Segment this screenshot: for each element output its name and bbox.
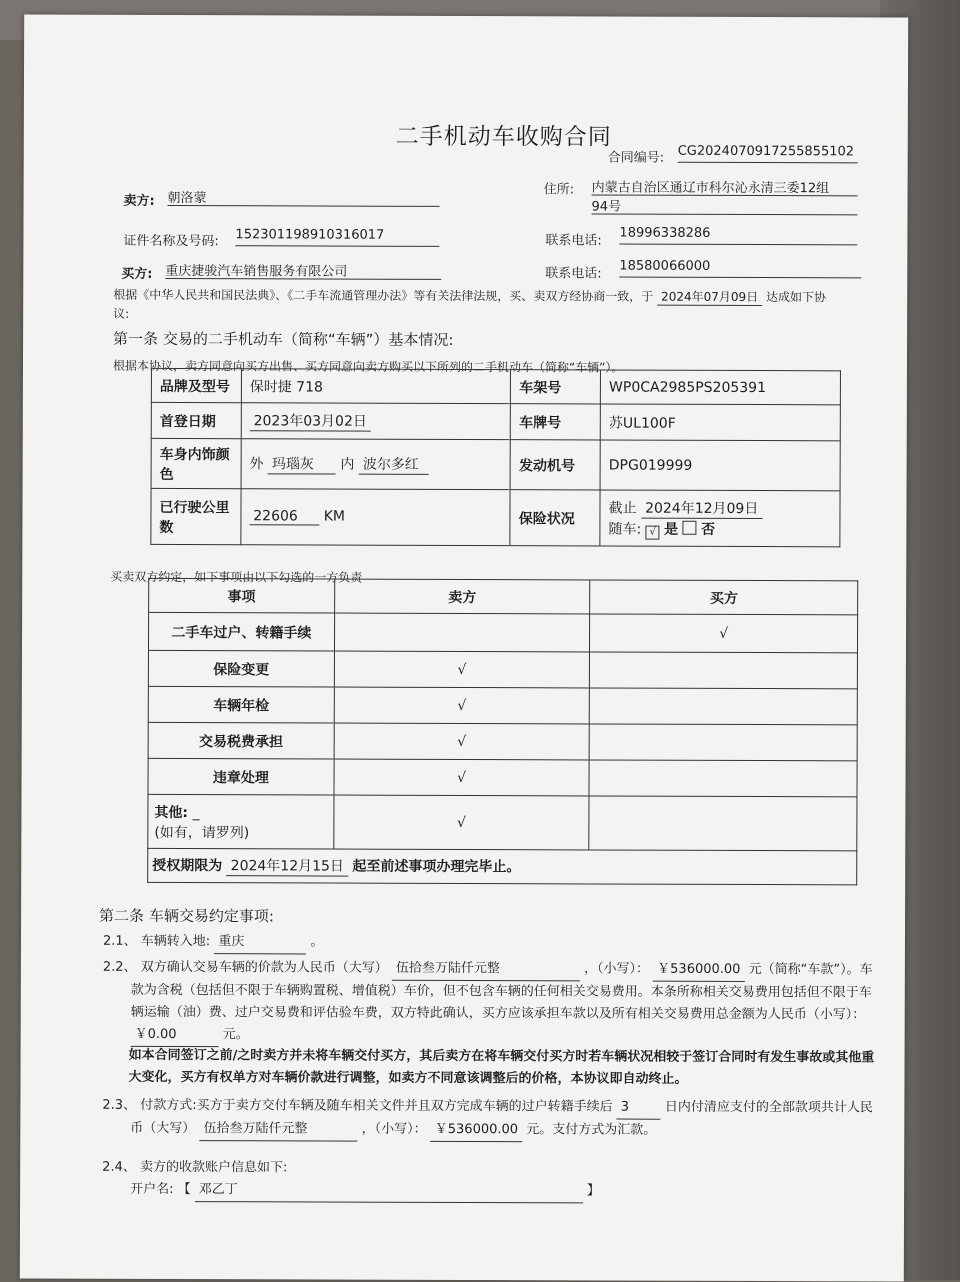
- insurance-label: 保险状况: [510, 490, 600, 546]
- color-cell: [241, 439, 511, 490]
- contract-no-value: CG2024070917255855102: [678, 144, 858, 164]
- seller-address-label: 住所:: [543, 182, 575, 198]
- interior-color: 波尔多红: [359, 454, 429, 475]
- color-label-1: 车身内饰颜: [159, 446, 230, 463]
- seller-phone: 18996338286: [619, 226, 857, 246]
- clause-2-3-a: 付款方式:买方于卖方交付车辆及随车相关文件并且双方完成车辆的过户转籍手续后: [140, 1097, 613, 1115]
- clause-2-2-bold-line2: 大变化，买方有权单方对车辆价款进行调整，如卖方不同意该调整后的价格，本协议即自动终止。: [128, 1069, 688, 1087]
- engine-label: 发动机号: [510, 440, 600, 490]
- insurance-yes-checkbox: √: [646, 525, 660, 539]
- document-title: 二手机动车收购合同: [395, 123, 612, 151]
- duty-buyer-mark: [590, 688, 858, 725]
- duty-other-seller-mark: √: [334, 795, 590, 850]
- mileage-value: 22606: [249, 508, 319, 525]
- insurance-cell: [600, 490, 840, 547]
- duty-other-note: (如有，请罗列): [154, 824, 250, 841]
- deadline-label: 授权期限为: [152, 857, 223, 875]
- seller-phone-label: 联系电话:: [545, 233, 602, 249]
- seller-label: 卖方:: [123, 193, 155, 209]
- table-row: [148, 612, 857, 652]
- mileage-label-2: 数: [159, 519, 174, 536]
- duty-buyer-mark: [590, 652, 858, 689]
- id-value: 152301198910316017: [235, 227, 439, 247]
- clause-2-1-end: 。: [310, 934, 324, 950]
- table-row: [148, 758, 857, 796]
- contract-page: [20, 14, 908, 1281]
- clause-2-4-no: 2.4、: [102, 1159, 136, 1175]
- deadline-cell: [148, 848, 857, 884]
- clause-2-2-c: 元（简称“车款”）。车: [748, 961, 873, 978]
- exterior-prefix: 外: [249, 456, 264, 473]
- duty-intro: 买卖双方约定，如下事项由以下勾选的一方负责: [110, 569, 363, 585]
- basis-text: [113, 286, 873, 307]
- seller-address-line2: 94号: [592, 195, 858, 215]
- reg-date-cell: [241, 403, 511, 440]
- table-row: [148, 686, 857, 724]
- duty-item: 违章处理: [148, 758, 334, 795]
- clause-2-2-a: 双方确认交易车辆的价款为人民币（大写）: [140, 959, 388, 976]
- duty-seller-mark: √: [334, 687, 590, 724]
- duty-buyer-mark: √: [590, 614, 858, 653]
- clause-2-3-c: 币（大写）: [130, 1120, 196, 1137]
- table-row: [148, 722, 857, 760]
- clause-2-3-days: 3: [617, 1097, 661, 1120]
- deadline-value: 2024年12月15日: [227, 855, 348, 876]
- vehicle-table: [150, 368, 841, 547]
- duty-other-cell: [148, 794, 334, 849]
- interior-prefix: 内: [340, 456, 355, 473]
- clause-2-2-bold: [128, 1045, 918, 1092]
- table-row: [148, 650, 857, 688]
- insurance-follow-label: 随车:: [608, 521, 642, 538]
- clause-2-3-d: ，（小写）：: [361, 1121, 427, 1137]
- account-holder-open: 【: [177, 1182, 191, 1198]
- duty-other-label: 其他:: [154, 804, 189, 821]
- clause-2-2-bold-line1: 如本合同签订之前/之时卖方并未将车辆交付买方，其后卖方在将车辆交付买方时若车辆状况相较于签订合同时有发生事故或其他重: [128, 1047, 875, 1066]
- account-holder-value: 邓乙丁: [195, 1179, 583, 1203]
- insurance-until: 2024年12月09日: [641, 497, 762, 518]
- insurance-no-checkbox: [683, 520, 697, 534]
- seller-address-line1: 内蒙古自治区通辽市科尔沁永清三委12组: [592, 176, 858, 196]
- duty-other-buyer-mark: [589, 796, 857, 851]
- clause-2-3-price-upper: 伍拾叁万陆仟元整: [199, 1118, 357, 1142]
- duty-header-seller: 卖方: [334, 579, 590, 614]
- mileage-unit: KM: [323, 508, 346, 525]
- clause-2-4-text: 卖方的收款账户信息如下:: [139, 1159, 288, 1176]
- basis-prefix: 根据《中华人民共和国民法典》、《二手车流通管理办法》等有关法律法规，买、卖双方经协商一致，于: [113, 287, 654, 304]
- buyer-phone-label: 联系电话:: [545, 266, 602, 282]
- color-label: [151, 438, 241, 488]
- table-row: [148, 794, 857, 850]
- reg-date-label: 首登日期: [151, 402, 241, 438]
- basis-line2: 议:: [113, 306, 130, 321]
- duty-seller-mark: √: [334, 723, 590, 760]
- plate-label: 车牌号: [511, 404, 601, 440]
- clause-2-3-no: 2.3、: [102, 1097, 137, 1113]
- clause-2-1: [103, 931, 324, 955]
- clause-2-1-no: 2.1、: [102, 933, 137, 949]
- mileage-label: [151, 488, 241, 544]
- mileage-label-1: 已行驶公里: [159, 499, 230, 516]
- clause-2-2-line2: 款为含税（包括但不限于车辆购置税、增值税）车价，但不包含车辆的任何相关交易费用。本条所称相关交易费用包括但不限于车: [130, 982, 872, 1001]
- brand-value: 保时捷 718: [241, 369, 511, 404]
- clause-2-1-text: 车辆转入地:: [140, 933, 211, 950]
- clause-2-2-b: ，（小写）：: [583, 961, 650, 977]
- color-label-2: 色: [159, 466, 174, 483]
- exterior-color: 玛瑙灰: [268, 453, 336, 474]
- clause-2-3: [102, 1095, 902, 1144]
- duty-seller-mark: √: [334, 651, 590, 688]
- clause-2-3-b: 日内付清应支付的全部款项共计人民: [664, 1099, 873, 1116]
- clause-2-2-fee: ￥0.00: [131, 1024, 219, 1047]
- insurance-yes-label: 是: [664, 521, 679, 538]
- duty-header-item: 事项: [149, 578, 335, 613]
- duty-item: 二手车过户、转籍手续: [148, 612, 334, 651]
- duty-seller-mark: √: [334, 759, 590, 796]
- plate-value: 苏UL100F: [600, 404, 840, 441]
- brand-label: 品牌及型号: [151, 368, 241, 402]
- engine-value: DPG019999: [600, 440, 840, 491]
- duty-table: [147, 578, 858, 885]
- reg-date-value: 2023年03月02日: [250, 410, 371, 431]
- insurance-no-label: 否: [701, 521, 716, 538]
- clause-2-2: [103, 957, 903, 1050]
- vin-label: 车架号: [511, 370, 601, 404]
- account-holder-close: 】: [586, 1183, 600, 1199]
- deadline-suffix: 起至前述事项办理完毕止。: [352, 858, 521, 876]
- clause-2-1-value: 重庆: [214, 931, 306, 954]
- mileage-cell: [241, 489, 511, 546]
- seller-name: 朝洛蒙: [168, 187, 440, 207]
- buyer-name: 重庆捷骏汽车销售服务有限公司: [165, 260, 441, 280]
- id-label: 证件名称及号码:: [123, 233, 219, 250]
- clause-2-2-no: 2.2、: [102, 959, 137, 975]
- basis-date: 2024年07月09日: [657, 288, 762, 306]
- article2-heading: 第二条 车辆交易约定事项:: [99, 906, 274, 926]
- vin-value: WP0CA2985PS205391: [601, 370, 841, 405]
- duty-other-value: _: [192, 804, 200, 821]
- duty-item: 保险变更: [148, 650, 334, 687]
- article1-heading: 第一条 交易的二手机动车（简称“车辆”）基本情况:: [113, 329, 454, 349]
- clause-2-3-price-lower: ￥536000.00: [431, 1119, 522, 1142]
- contract-no-label: 合同编号:: [607, 150, 665, 166]
- insurance-until-prefix: 截止: [608, 500, 637, 517]
- article1-intro: 根据本协议，卖方同意向买方出售、买方同意向卖方购买以下所列的二手机动车（简称“车辆”）。: [112, 358, 624, 375]
- clause-2-2-price-upper: 伍拾叁万陆仟元整: [392, 958, 580, 982]
- clause-2-2-fee-unit: 元。: [222, 1027, 249, 1043]
- clause-2-2-price-lower: ￥536000.00: [653, 959, 744, 982]
- clause-2-2-line3: 辆运输（油）费、过户交易费和评估验车费，双方特此确认，买方应该承担车款以及所有相关交易费用总金额为人民币（小写）：: [130, 1004, 866, 1023]
- clause-2-4: [102, 1157, 702, 1204]
- buyer-phone: 18580066000: [619, 259, 861, 279]
- clause-2-3-e: 元。支付方式为汇款。: [526, 1122, 657, 1138]
- duty-buyer-mark: [590, 724, 858, 761]
- account-holder-label: 开户名:: [130, 1181, 174, 1197]
- duty-seller-mark: [334, 613, 590, 652]
- duty-item: 交易税费承担: [148, 722, 334, 759]
- duty-header-buyer: 买方: [590, 580, 858, 615]
- basis-suffix: 达成如下协: [765, 290, 827, 305]
- duty-item: 车辆年检: [148, 686, 334, 723]
- duty-buyer-mark: [589, 760, 857, 797]
- buyer-label: 买方:: [121, 266, 153, 282]
